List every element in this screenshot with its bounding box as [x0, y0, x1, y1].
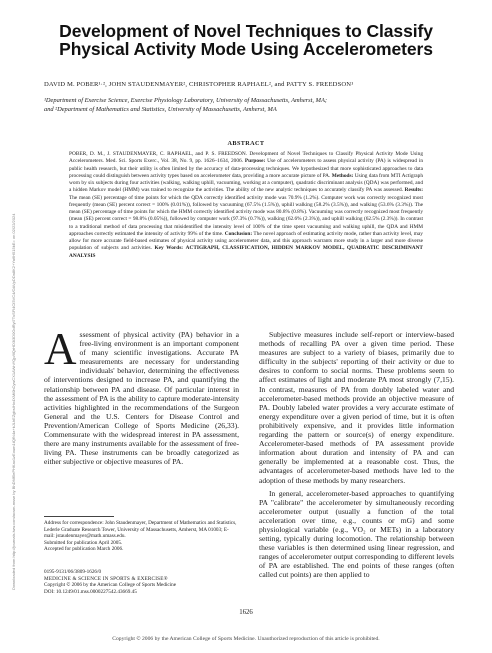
intro-paragraph-2: Subjective measures include self-report or interview-based methods of recalling PA over a given time period. These measures are subject to a variety of biases, primarily due to difficulty in the subjects' reporting of their activity or due to desires to conform to social norms. These problems seem to affect estimates of light and moderate PA most strongly (7,15). In contrast, measures of PA from doubly labeled water and accelerometer-based methods provide an objective measure of PA. Doubly labeled water provides a very accurate estimate of energy expenditure over a given period of time, but it is often prohibitively expensive, and it provides little information regarding the pattern or source(s) of energy expenditure. Accelerometer-based methods of PA assessment provide information about duration and intensity of PA and can generally be implemented at a reasonable cost. Thus, the advantages of accelerometer-based methods have led to the adoption of these methods by many researchers. [259, 330, 454, 485]
submitted-note: Submitted for publication April 2005. [44, 539, 123, 546]
correspondence-note: Address for correspondence: John Staudenmayer, Department of Mathematics and Statistics, Lederle Graduate Research Tower, University of Massachusetts, Amherst, MA 01003; E-mail: jstaudenmayer@math.umass.edu. [44, 520, 237, 540]
abstract-methods-label: Methods: [331, 172, 354, 179]
article-title: Development of Novel Techniques to Classify Physical Activity Mode Using Accelerometers [59, 21, 433, 59]
affiliations [44, 97, 464, 114]
abstract-results: The mean (SE) percentage of time points for which the QDA correctly identified activity mode was 70.9% (1.2%). Computer work was correctly recognized most frequently (mean (SE) percent correct = 100% (0.01%)), followed by vacuuming (67.5% (1.5%)), uphill walking (58.2% (3.5%)), and walking (53.6% (3.3%)). The mean (SE) percentage of time points for which the HMM correctly identified activity mode was 80.8% (0.8%). Vacuuming was correctly recognized most frequently (mean (SE) percent correct = 98.8% (0.05%)), followed by computer work (97.3% (0.7%)), walking (62.6% (2.3%)), and uphill walking (62.5% (2.3%)). In contrast to a traditional method of data processing that misidentified the intensity level of 100% of the time spent vacuuming and walking uphill, the QDA and HMM approaches correctly estimated the intensity of activity 99% of the time. [69, 194, 423, 237]
drop-cap: A [44, 324, 77, 374]
body-column-right [259, 330, 454, 580]
abstract-purpose-label: Purpose: [244, 158, 266, 165]
journal-name: MEDICINE & SCIENCE IN SPORTS & EXERCISE® [44, 575, 168, 582]
page-number: 1626 [239, 609, 253, 616]
abstract-keywords-label: Key Words: [154, 245, 184, 252]
journal-meta [44, 569, 254, 595]
abstract-results-label: Results: [404, 187, 423, 194]
journal-copyright: Copyright © 2006 by the American College of Sports Medicine [44, 582, 177, 589]
abstract-methods: Using data from MTI Actigraph worn by six subjects during four activities (walking, walking uphill, vacuuming, working at a computer), quadratic discriminant analysis (QDA) was performed, and a hidden Markov model (HMM) was trained to recognize the activities. The ability of the new analytic techniques to accurately classify PA was assessed. [69, 172, 423, 194]
affiliation-1: ¹Department of Exercise Science, Exercise Physiology Laboratory, University of Massachusetts, Amherst, MA; [44, 97, 327, 104]
download-watermark [2, 90, 14, 590]
body-column-left [44, 324, 239, 467]
abstract-purpose: Use of accelerometers to assess physical activity (PA) is widespread in public health research, but their utility is often limited by the accuracy of data-processing techniques. We hypothesized that more sophisticated approaches to data processing could distinguish between activity types based on accelerometer data, providing a more accurate picture of PA. [69, 158, 423, 179]
footnote-rule [44, 516, 114, 517]
abstract-conclusion: The novel approach of estimating activity mode, rather than activity level, may allow for more accurate field-based estimates of physical activity using accelerometer data, and this approach warrants more study in a larger and more diverse population of subjects and activities. [69, 230, 423, 252]
affiliation-2: and ²Department of Mathematics and Statistics, University of Massachusetts, Amherst, MA [44, 105, 277, 113]
download-watermark-text: Downloaded from http://journals.lww.com/acsm-msse by BhDMf5ePHKav1zEoum1tQfN4a+kJLhEZgbsIHo4XMi0hCywCX1AWnYQp/IlQrHD3i3D0OdRyi7TvSFl4Cf3VC4/OAVpDDa8K2+Ya6H515kE= on 02/22/2024 [11, 213, 16, 590]
footer-copyright: Copyright © 2006 by the American College of Sports Medicine. Unauthorized reproduction of this article is prohibited. [112, 636, 380, 642]
doi: DOI: 10.1249/01.mss.0000227542.43669.45 [44, 588, 137, 595]
intro-paragraph-3: In general, accelerometer-based approaches to quantifying PA "calibrate" the accelerometer by simultaneously recording accelerometer output (usually a function of the total acceleration over time, e.g., counts or mG) and some physiological variable (e.g., VO₂ or METs) in a laboratory setting, typically during locomotion. The relationship between these variables is then determined using linear regression, and ranges of accelerometer output corresponding to different levels of PA are established. The end points of these ranges (often called cut points) are then applied to [259, 488, 454, 580]
accepted-note: Accepted for publication March 2006. [44, 546, 124, 553]
intro-paragraph-1 [44, 324, 239, 467]
abstract-text [69, 151, 423, 260]
abstract-conclusion-label: Conclusion: [224, 230, 253, 237]
issn: 0195-9131/06/3809-1626/0 [44, 569, 102, 575]
abstract-citation: POBER, D. M., J. STAUDENMAYER, C. RAPHAEL, and P. S. FREEDSON. Development of Novel Techniques to Classify Physical Activity Mode Using Accelerometers. Med. Sci. Sports Exerc., Vol. 38, No. 9, pp. 1626–1634, 2006. [69, 151, 423, 165]
abstract-keywords: ACTIGRAPH, CLASSIFICATION, HIDDEN MARKOV MODEL, QUADRATIC DISCRIMINANT ANALYSIS [69, 245, 423, 259]
footnotes [44, 520, 239, 553]
intro-paragraph-1-text: ssessment of physical activity (PA) behavior in a free-living environment is an important component of many scientific investigations. Accurate PA measurements are necessary for understanding individuals' behavior, determining the effectiveness of interventions designed to increase PA, and quantifying the relationship between PA and disease. Of particular interest in the assessment of PA is the ability to capture moderate-intensity activities highlighted in the recommendations of the Surgeon General and the U.S. Centers for Disease Control and Prevention/American College of Sports Medicine (26,33). Commensurate with the widespread interest in PA assessment, there are many instruments available for the assessment of free-living PA. These instruments can be broadly categorized as either subjective or objective measures of PA. [44, 330, 239, 467]
abstract-heading: ABSTRACT [227, 140, 265, 147]
author-list: DAVID M. POBER¹·², JOHN STAUDENMAYER², CHRISTOPHER RAPHAEL², and PATTY S. FREEDSON¹ [44, 81, 354, 88]
